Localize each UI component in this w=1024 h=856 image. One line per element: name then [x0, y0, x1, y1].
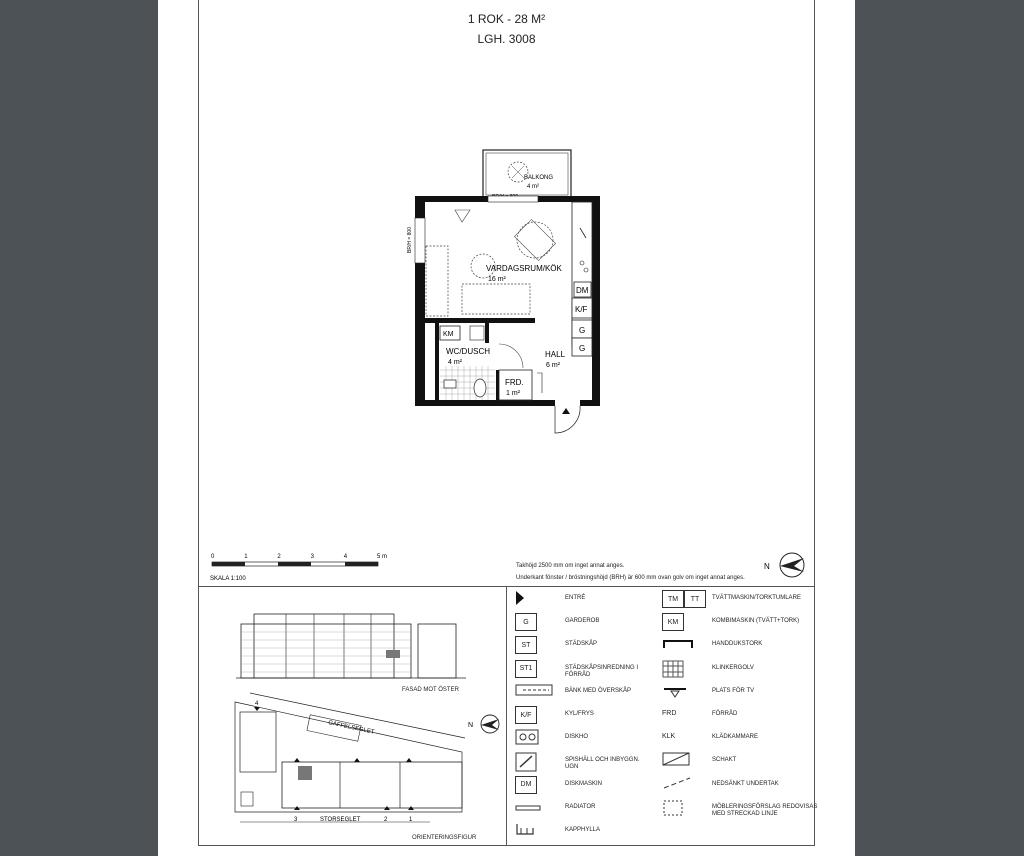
scale-tick-label: 3 [310, 554, 314, 560]
legend-code-box: DM [515, 776, 537, 794]
marker-2: 2 [384, 817, 388, 823]
stove-icon [515, 752, 537, 777]
north-arrow-icon [762, 550, 808, 580]
combo-washer-label: KM [443, 331, 454, 338]
facade-drawing [236, 606, 466, 696]
apartment-number: LGH. 3008 [477, 32, 536, 46]
legend-label: SCHAKT [712, 757, 737, 764]
legend-code-box: ST1 [515, 660, 537, 678]
legend-label: ENTRÉ [565, 595, 586, 601]
orientation-caption: ORIENTERINGSFIGUR [412, 835, 477, 841]
tile-icon [662, 660, 684, 683]
legend-code-text: KLK [662, 733, 676, 741]
living-room-area: 16 m² [488, 276, 506, 283]
hall-area: 6 m² [546, 362, 560, 369]
scale-tick-label: 4 [343, 554, 348, 560]
dishwasher-label: DM [576, 286, 589, 295]
legend-label: HANDDUKSTORK [712, 641, 763, 648]
legend-label: GARDEROB [565, 618, 600, 625]
notes [516, 560, 745, 584]
legend-label: SPISHÄLL OCH INBYGGN. UGN [565, 757, 640, 771]
legend-code-box [662, 590, 706, 608]
legend-label: TVÄTTMASKIN/TORKTUMLARE [712, 595, 801, 601]
legend-label: KAPPHYLLA [565, 827, 601, 833]
scale-bar [208, 550, 388, 582]
shaft-icon [662, 752, 690, 771]
marker-4: 4 [255, 701, 259, 707]
window-height-left: BR/H = 800 [407, 227, 413, 253]
scale-ticks [211, 554, 387, 560]
legend-label: FÖRRÅD [712, 711, 738, 717]
legend-code-box: G [515, 613, 537, 631]
legend-label: KYL/FRYS [565, 711, 594, 717]
wardrobe-label-2: G [579, 344, 586, 353]
wardrobe-label-1: G [579, 326, 586, 335]
scale-label: SKALA 1:100 [210, 576, 246, 582]
note-window-height: Underkant fönster / bröstningshöjd (BRH) är 600 mm ovan golv om inget annat anges. [516, 575, 745, 581]
balcony-label: BALKONG [524, 175, 554, 181]
shoe-rack-icon [515, 822, 535, 841]
scale-tick-label: 2 [277, 554, 281, 560]
hall-label: HALL [545, 350, 566, 359]
towel-icon [662, 636, 694, 654]
ceiling-icon [662, 776, 692, 795]
legend-label: STÄDSKÅP [565, 641, 598, 648]
marker-1: 1 [409, 817, 413, 823]
legend-code-text: FRD [662, 710, 677, 717]
legend-code-box-part: TT [684, 590, 706, 608]
north-label: N [764, 562, 770, 571]
radiator-icon [515, 799, 541, 817]
furniture-icon [662, 799, 684, 822]
legend-label: MÖBLERINGSFÖRSLAG REDOVISAS MED STRECKAD LINJE [712, 803, 818, 817]
legend-code-box: K/F [515, 706, 537, 724]
apartment-type-title: 1 ROK - 28 M² [467, 12, 546, 26]
legend-label: RADIATOR [565, 803, 596, 810]
wc-area: 4 m² [448, 359, 462, 366]
legend-label: PLATS FÖR TV [712, 687, 755, 694]
facade-caption: FASAD MOT ÖSTER [402, 687, 459, 693]
balcony-area: 4 m² [527, 184, 539, 190]
bench-icon [515, 683, 553, 702]
scale-tick-label: 1 [244, 554, 248, 560]
marker-3: 3 [294, 817, 298, 823]
legend-code-box: ST [515, 636, 537, 654]
fridge-label: K/F [575, 305, 588, 314]
street-name-storseglet: STORSEGLET [320, 817, 361, 823]
storage-area: 1 m² [506, 390, 520, 397]
scale-tick-label: 5 m [377, 554, 388, 560]
entrance-marker-icon [562, 408, 570, 414]
scale-tick-label: 0 [211, 554, 215, 560]
wc-label: WC/DUSCH [446, 347, 490, 356]
living-room-label: VARDAGSRUM/KÖK [486, 264, 562, 273]
storage-label: FRD. [505, 378, 524, 387]
legend-label: DISKMASKIN [565, 780, 603, 787]
note-ceiling-height: Takhöjd 2500 mm om inget annat anges. [516, 563, 625, 569]
legend-divider [506, 586, 507, 846]
legend-label: DISKHO [565, 734, 589, 741]
legend-label: KLINKERGOLV [712, 664, 754, 671]
street-name-gaffelseglet: GAFFELSEGLET [327, 720, 375, 736]
legend-code-box-part: TM [662, 590, 684, 608]
floor-plan [400, 148, 610, 438]
entrance-icon [515, 590, 525, 611]
legend-label: NEDSÄNKT UNDERTAK [712, 780, 779, 787]
legend-label: BÄNK MED ÖVERSKÅP [565, 687, 632, 694]
legend-label: STÄDSKÅPSINREDNING I FÖRRÅD [565, 664, 639, 678]
orientation-map [220, 690, 470, 825]
orientation-north-icon [466, 712, 502, 738]
orientation-north-label: N [468, 722, 474, 729]
sink-icon [515, 729, 539, 750]
legend-code-box: KM [662, 613, 684, 631]
legend-label: KLÄDKAMMARE [712, 734, 759, 741]
legend-label: KOMBIMASKIN (TVÄTT+TORK) [712, 618, 800, 625]
tv-icon [662, 683, 688, 704]
